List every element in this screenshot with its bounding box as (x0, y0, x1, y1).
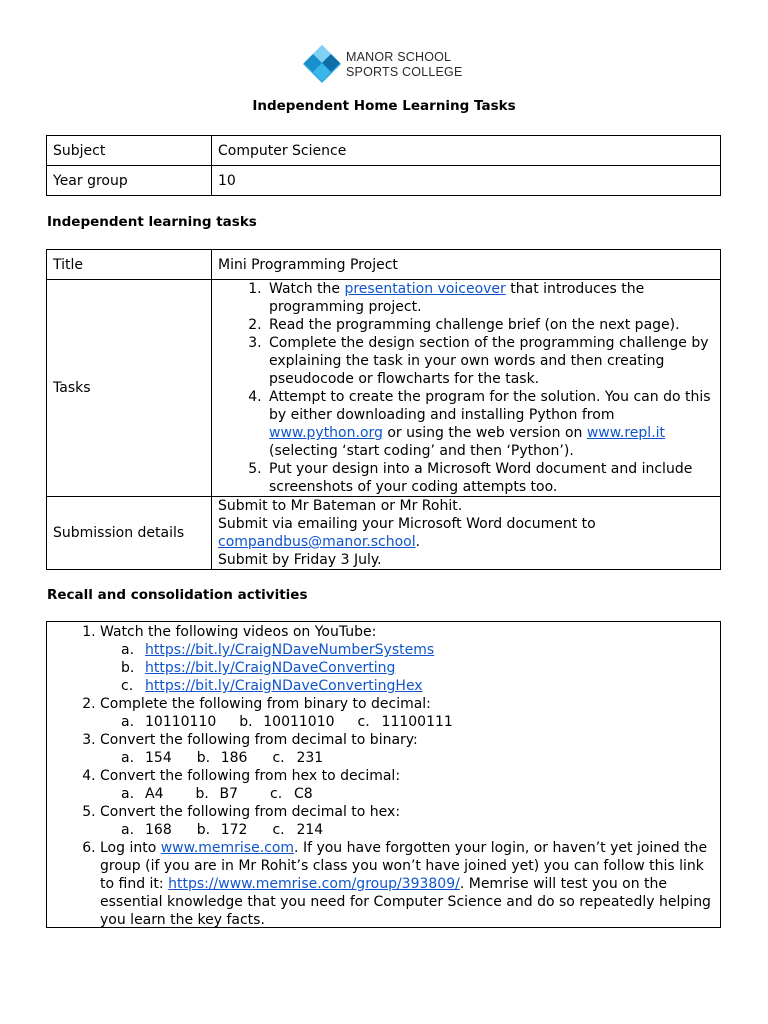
repl-it-link[interactable]: www.repl.it (586, 425, 666, 441)
school-logo (302, 44, 472, 86)
submission-label: Submission details (47, 497, 212, 570)
page-title: Independent Home Learning Tasks (252, 98, 516, 114)
table-row (47, 497, 721, 570)
decimal-to-hex-values: a. 168 b. 172 c. 214 (121, 822, 324, 838)
video-list (100, 641, 720, 695)
video-link-converting[interactable]: https://bit.ly/CraigNDaveConverting (145, 660, 396, 676)
list-item: 2. Read the programming challenge brief (on the next page). (266, 316, 714, 334)
table-row (47, 250, 721, 280)
logo-text (346, 50, 463, 80)
title-label: Title (47, 250, 212, 280)
video-link-converting-hex[interactable]: https://bit.ly/CraigNDaveConvertingHex (145, 678, 423, 694)
recall-box (46, 621, 721, 928)
subject-label: Subject (47, 136, 212, 166)
info-table (46, 135, 721, 196)
submission-line-3: compandbus@manor.school. (218, 534, 421, 550)
tasks-label: Tasks (47, 280, 212, 497)
tasks-table (46, 249, 721, 570)
tasks-cell (212, 280, 721, 497)
title-value: Mini Programming Project (212, 250, 721, 280)
submission-line-2: Submit via emailing your Microsoft Word document to (218, 516, 596, 532)
table-row (47, 136, 721, 166)
recall-heading: Recall and consolidation activities (47, 587, 308, 603)
submission-cell (212, 497, 721, 570)
logo-line-2: SPORTS COLLEGE (346, 65, 463, 79)
subject-value: Computer Science (212, 136, 721, 166)
email-link[interactable]: compandbus@manor.school (218, 534, 416, 550)
list-item: 2. Complete the following from binary to decimal: a. 10110110 b. 10011010 c. 11100111 (100, 695, 720, 731)
list-item: 3. Convert the following from decimal to binary: a. 154 b. 186 c. 231 (100, 731, 720, 767)
independent-heading: Independent learning tasks (47, 214, 257, 230)
logo-line-1: MANOR SCHOOL (346, 50, 452, 64)
table-row (47, 280, 721, 497)
table-row (47, 166, 721, 196)
hex-values: a. A4 b. B7 c. C8 (121, 786, 313, 802)
list-item: 4. Attempt to create the program for the solution. You can do this by either downloading and installing Python from www.python.org or using the web version on www.repl.it (selecting ‘start coding’ and then ‘Python’). (266, 388, 714, 460)
video-item: c. https://bit.ly/CraigNDaveConvertingHex (121, 678, 423, 694)
memrise-link[interactable]: www.memrise.com (160, 840, 295, 856)
list-item: 5. Put your design into a Microsoft Word document and include screenshots of your coding attempts too. (266, 460, 714, 496)
submission-line-4: Submit by Friday 3 July. (218, 552, 382, 568)
presentation-voiceover-link[interactable]: presentation voiceover (344, 281, 506, 297)
list-item: 3. Complete the design section of the programming challenge by explaining the task in your own words and then creating pseudocode or flowcharts for the task. (266, 334, 714, 388)
memrise-group-link[interactable]: https://www.memrise.com/group/393809/ (168, 876, 460, 892)
video-link-number-systems[interactable]: https://bit.ly/CraigNDaveNumberSystems (145, 642, 435, 658)
year-group-value: 10 (212, 166, 721, 196)
binary-values: a. 10110110 b. 10011010 c. 11100111 (121, 714, 453, 730)
video-item: b. https://bit.ly/CraigNDaveConverting (121, 660, 396, 676)
recall-list (47, 623, 720, 929)
year-group-label: Year group (47, 166, 212, 196)
list-item: 1. Watch the following videos on YouTube: a. https://bit.ly/CraigNDaveNumberSystems b. https://bit.ly/CraigNDaveConverting c. https://bit.ly/CraigNDaveConvertingHex (100, 623, 720, 695)
decimal-values: a. 154 b. 186 c. 231 (121, 750, 324, 766)
python-org-link[interactable]: www.python.org (269, 425, 383, 441)
list-item: 5. Convert the following from decimal to hex: a. 168 b. 172 c. 214 (100, 803, 720, 839)
tasks-list (218, 280, 714, 496)
video-item: a. https://bit.ly/CraigNDaveNumberSystems (121, 642, 435, 658)
diamond-logo-icon (302, 44, 342, 84)
submission-line-1: Submit to Mr Bateman or Mr Rohit. (218, 498, 463, 514)
list-item: 1. Watch the presentation voiceover that introduces the programming project. (266, 280, 714, 316)
list-item: 4. Convert the following from hex to decimal: a. A4 b. B7 c. C8 (100, 767, 720, 803)
list-item: 6. Log into www.memrise.com. If you have forgotten your login, or haven’t yet joined the group (if you are in Mr Rohit’s class you won’t have joined yet) you can follow this link to find it: https://www.memrise.com/group/393809/. Memrise will test you on the essential knowledge that you need for Computer Science and do so repeatedly helping you learn the key facts. (100, 839, 720, 929)
